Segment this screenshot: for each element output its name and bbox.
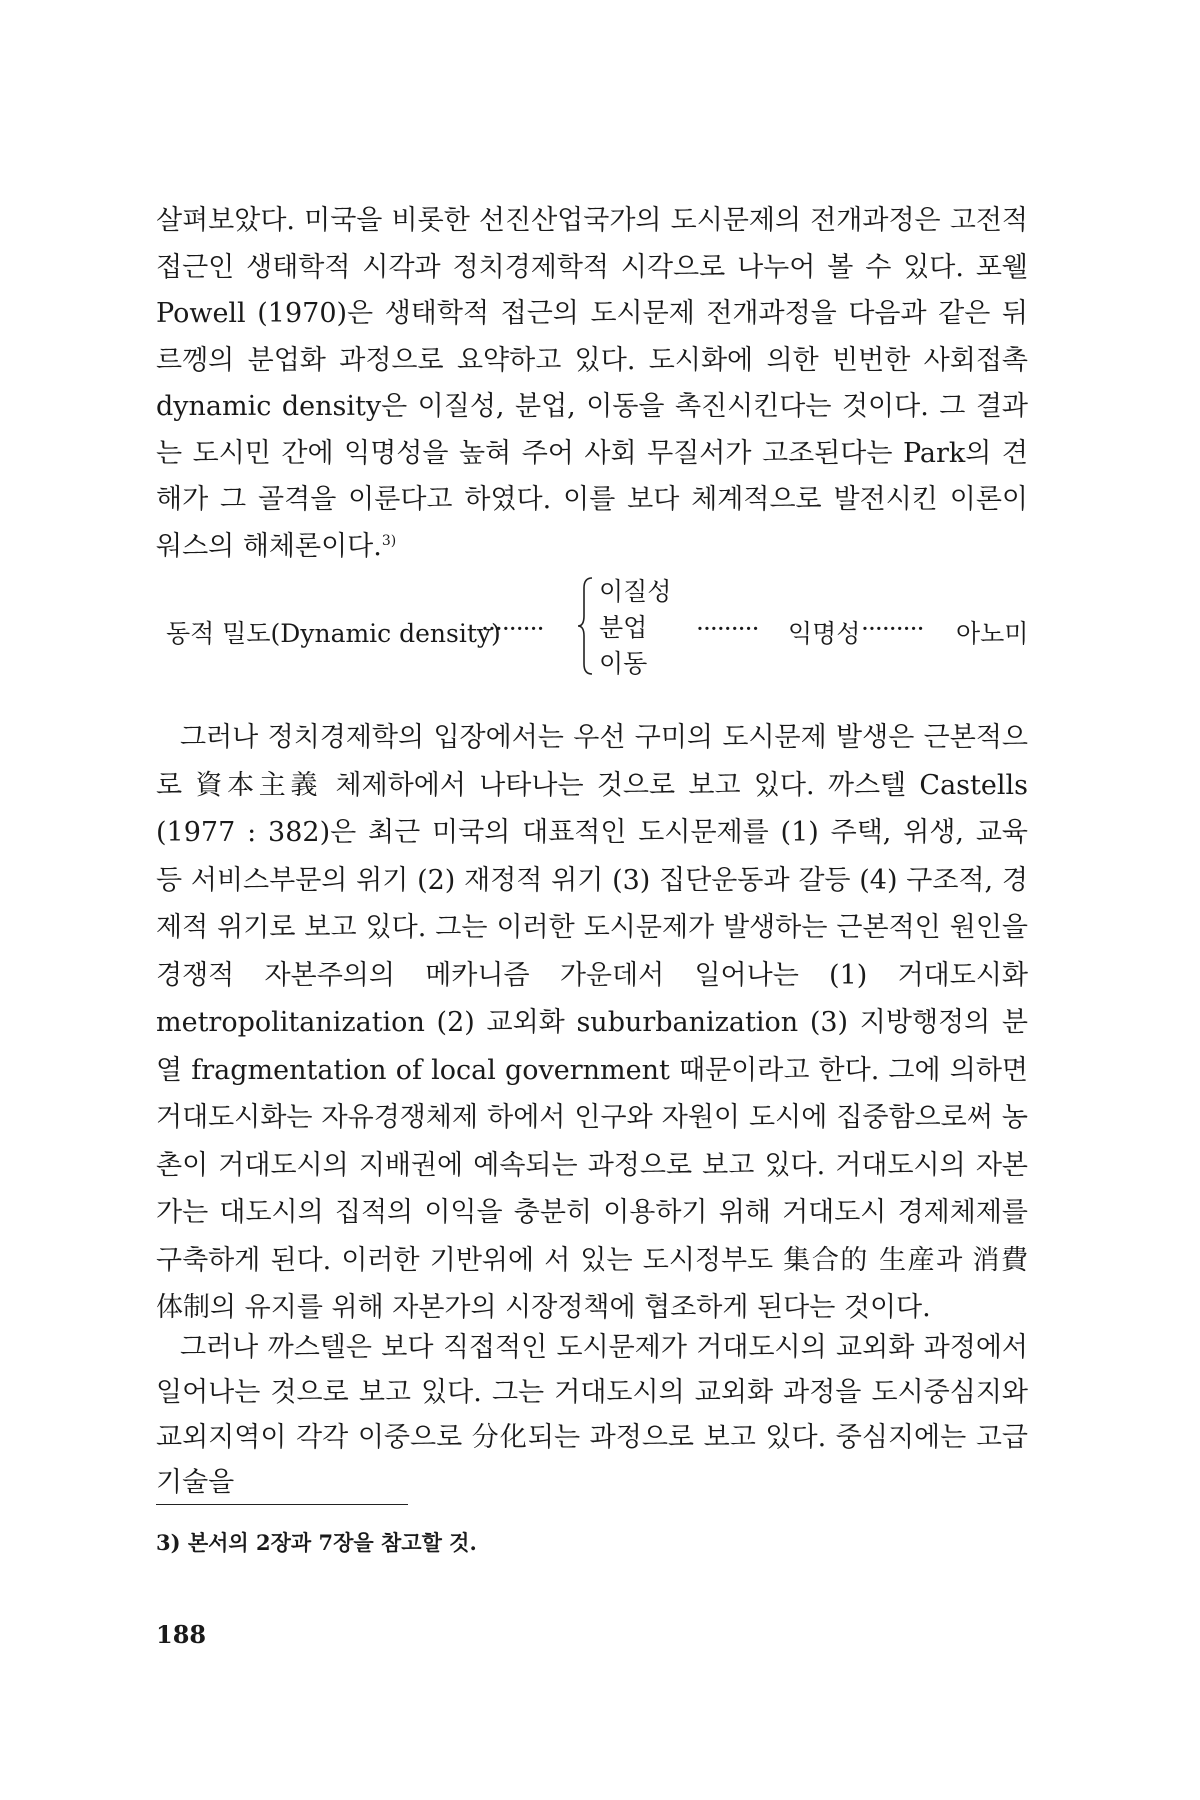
brace-icon — [576, 576, 596, 676]
paragraph-text: 살펴보았다. 미국을 비롯한 선진산업국가의 도시문제의 전개과정은 고전적 접근인 생태학적 시각과 정치경제학적 시각으로 나누어 볼 수 있다. 포웰 Powell (1970)은 생태학적 접근의 도시문제 전개과정을 다음과 같은 뒤르껭의 분업화 과정으로 요약하고 있다. 도시화에 의한 빈번한 사회접촉 dynamic density은 이질성, 분업, 이동을 촉진시킨다는 것이다. 그 결과는 도시민 간에 익명성을 높혀 주어 사회 무질서가 고조된다는 Park의 견해가 그 골격을 이룬다고 하였다. 이를 보다 체계적으로 발전시킨 이론이 워스의 해체론이다. — [156, 205, 1028, 562]
diagram-anonymity: 익명성 — [788, 619, 861, 648]
diagram-branch-division-of-labor: 분업 — [599, 613, 648, 642]
footnote-marker: 3) — [381, 532, 397, 549]
diagram-leader-dots: ········· — [481, 614, 544, 643]
diagram-source-label: 동적 밀도(Dynamic density) — [166, 619, 501, 648]
diagram-leader-dots: ········· — [861, 614, 924, 643]
diagram-anomie: 아노미 — [956, 619, 1029, 648]
page-number: 188 — [156, 1620, 207, 1649]
footnote-text: 3) 본서의 2장과 7장을 참고할 것. — [156, 1530, 477, 1555]
diagram-branch-mobility: 이동 — [599, 649, 648, 678]
diagram-branch-heterogeneity: 이질성 — [599, 577, 672, 606]
diagram-branch-list — [599, 574, 671, 682]
paragraph-political-economy: 그러나 정치경제학의 입장에서는 우선 구미의 도시문제 발생은 근본적으로 資本主義 체제하에서 나타나는 것으로 보고 있다. 까스텔 Castells (1977 : 382)은 최근 미국의 대표적인 도시문제를 (1) 주택, 위생, 교육 등 서비스부문의 위기 (2) 재정적 위기 (3) 집단운동과 갈등 (4) 구조적, 경제적 위기로 보고 있다. 그는 이러한 도시문제가 발생하는 근본적인 원인을 경쟁적 자본주의의 메카니즘 가운데서 일어나는 (1) 거대도시화 metropolitanization (2) 교외화 suburbanization (3) 지방행정의 분열 fragmentation of local government 때문이라고 한다. 그에 의하면 거대도시화는 자유경쟁체제 하에서 인구와 자원이 도시에 집중함으로써 농촌이 거대도시의 지배권에 예속되는 과정으로 보고 있다. 거대도시의 자본가는 대도시의 집적의 이익을 충분히 이용하기 위해 거대도시 경제체제를 구축하게 된다. 이러한 기반위에 서 있는 도시정부도 集合的 生産과 消費体制의 유지를 위해 자본가의 시장정책에 협조하게 된다는 것이다. — [156, 722, 1028, 1323]
dynamic-density-diagram — [156, 570, 1028, 685]
paragraph-ecological-approach — [156, 198, 1028, 570]
paragraph-suburbanization: 그러나 까스텔은 보다 직접적인 도시문제가 거대도시의 교외화 과정에서 일어나는 것으로 보고 있다. 그는 거대도시의 교외화 과정을 도시중심지와 교외지역이 각각 이중으로 分化되는 과정으로 보고 있다. 중심지에는 고급기술을 — [156, 1332, 1028, 1498]
diagram-leader-dots: ········· — [696, 614, 759, 643]
footnote-divider — [156, 1504, 408, 1505]
